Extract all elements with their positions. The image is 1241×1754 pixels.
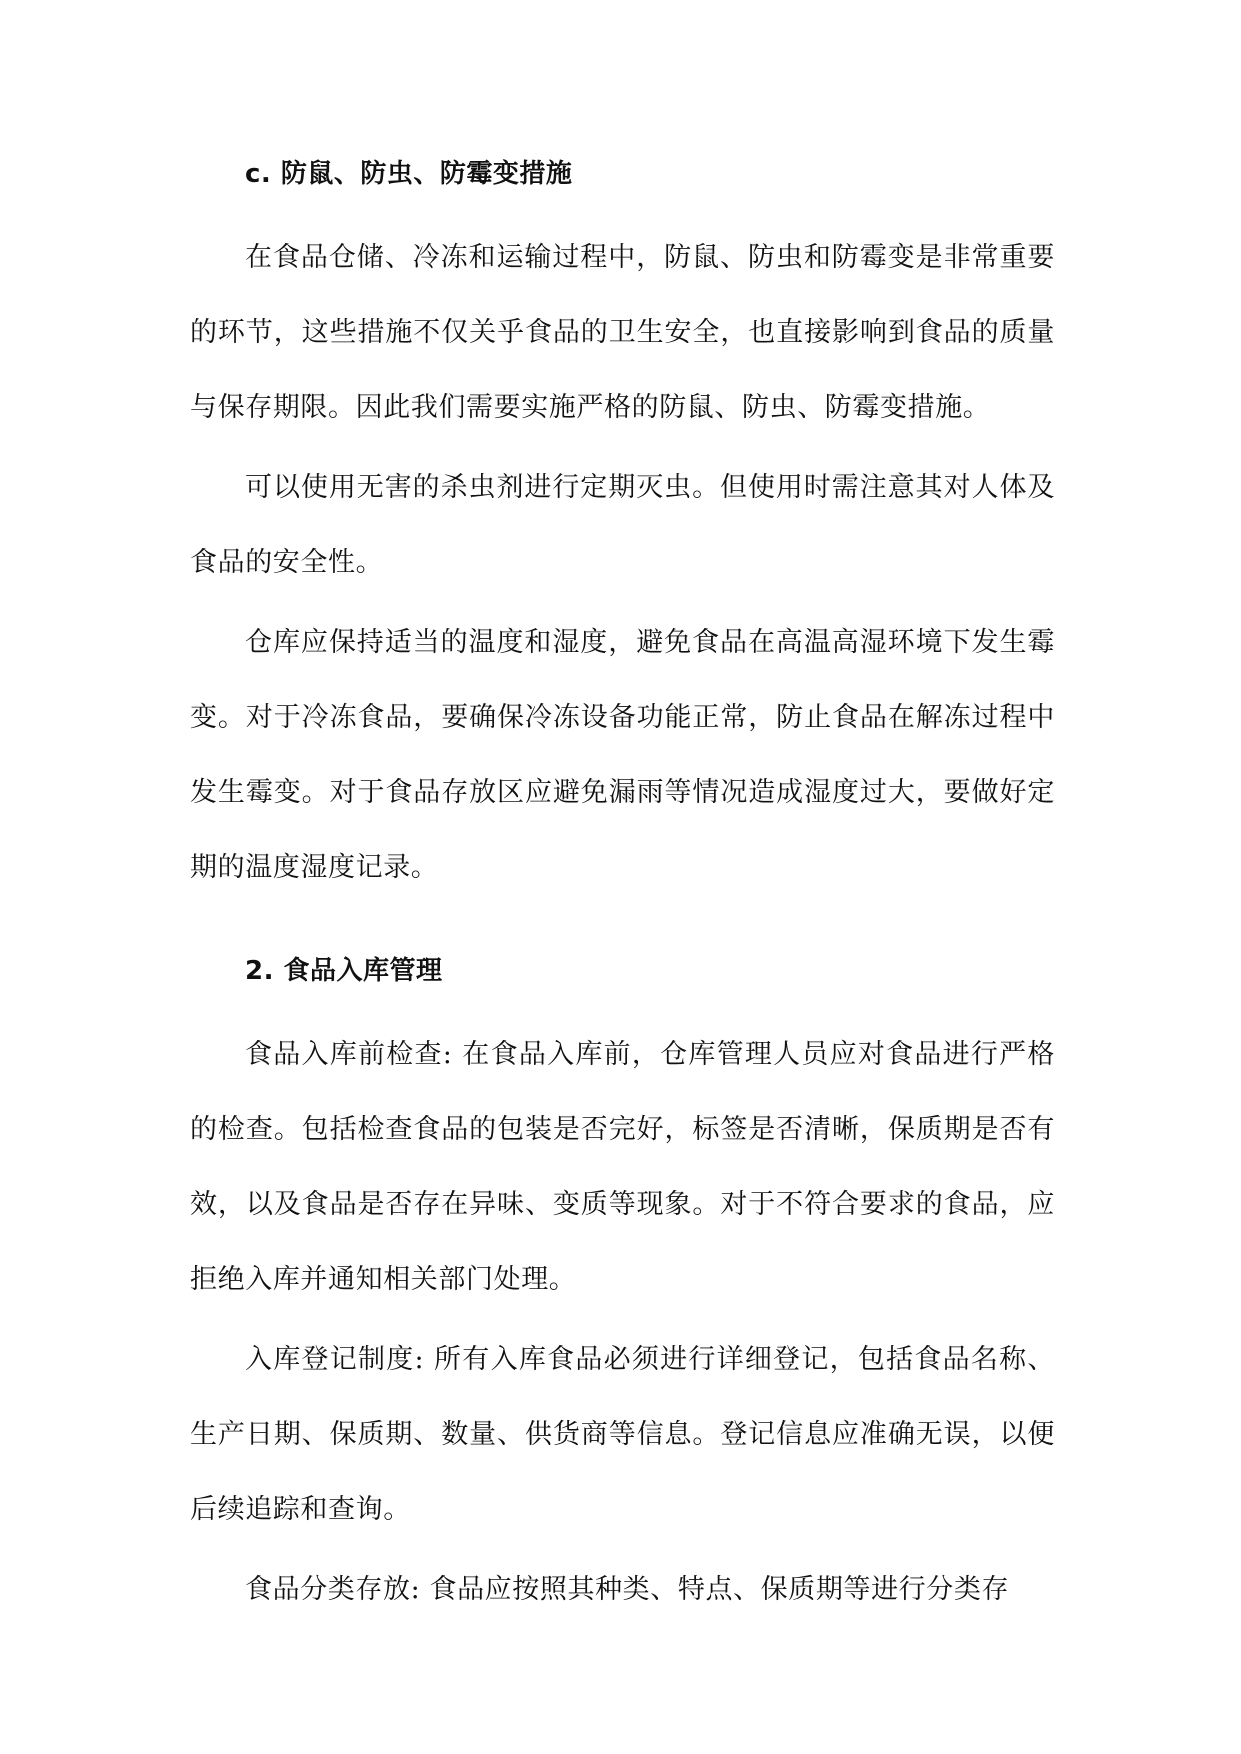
paragraph: 食品分类存放: 食品应按照其种类、特点、保质期等进行分类存 [245,1574,1010,1605]
document-body [190,150,1055,1632]
paragraph: 入库登记制度: 所有入库食品必须进行详细登记，包括食品名称、生产日期、保质期、数量、供货商等信息。登记信息应准确无误，以便后续追踪和查询。 [190,1344,1055,1525]
section-heading-pest-control: c. 防鼠、防虫、防霉变措施 [245,159,573,189]
paragraph: 仓库应保持适当的温度和湿度，避免食品在高温高湿环境下发生霉变。对于冷冻食品，要确保冷冻设备功能正常，防止食品在解冻过程中发生霉变。对于食品存放区应避免漏雨等情况造成湿度过大，要做好定期的温度湿度记录。 [190,627,1055,883]
paragraph: 在食品仓储、冷冻和运输过程中，防鼠、防虫和防霉变是非常重要的环节，这些措施不仅关乎食品的卫生安全，也直接影响到食品的质量与保存期限。因此我们需要实施严格的防鼠、防虫、防霉变措施。 [190,242,1055,423]
paragraph: 可以使用无害的杀虫剂进行定期灭虫。但使用时需注意其对人体及食品的安全性。 [190,472,1055,578]
paragraph: 食品入库前检查: 在食品入库前，仓库管理人员应对食品进行严格的检查。包括检查食品的包装是否完好，标签是否清晰，保质期是否有效，以及食品是否存在异味、变质等现象。对于不符合要求的食品，应拒绝入库并通知相关部门处理。 [190,1039,1055,1295]
section-heading-inbound-management: 2. 食品入库管理 [245,956,443,986]
